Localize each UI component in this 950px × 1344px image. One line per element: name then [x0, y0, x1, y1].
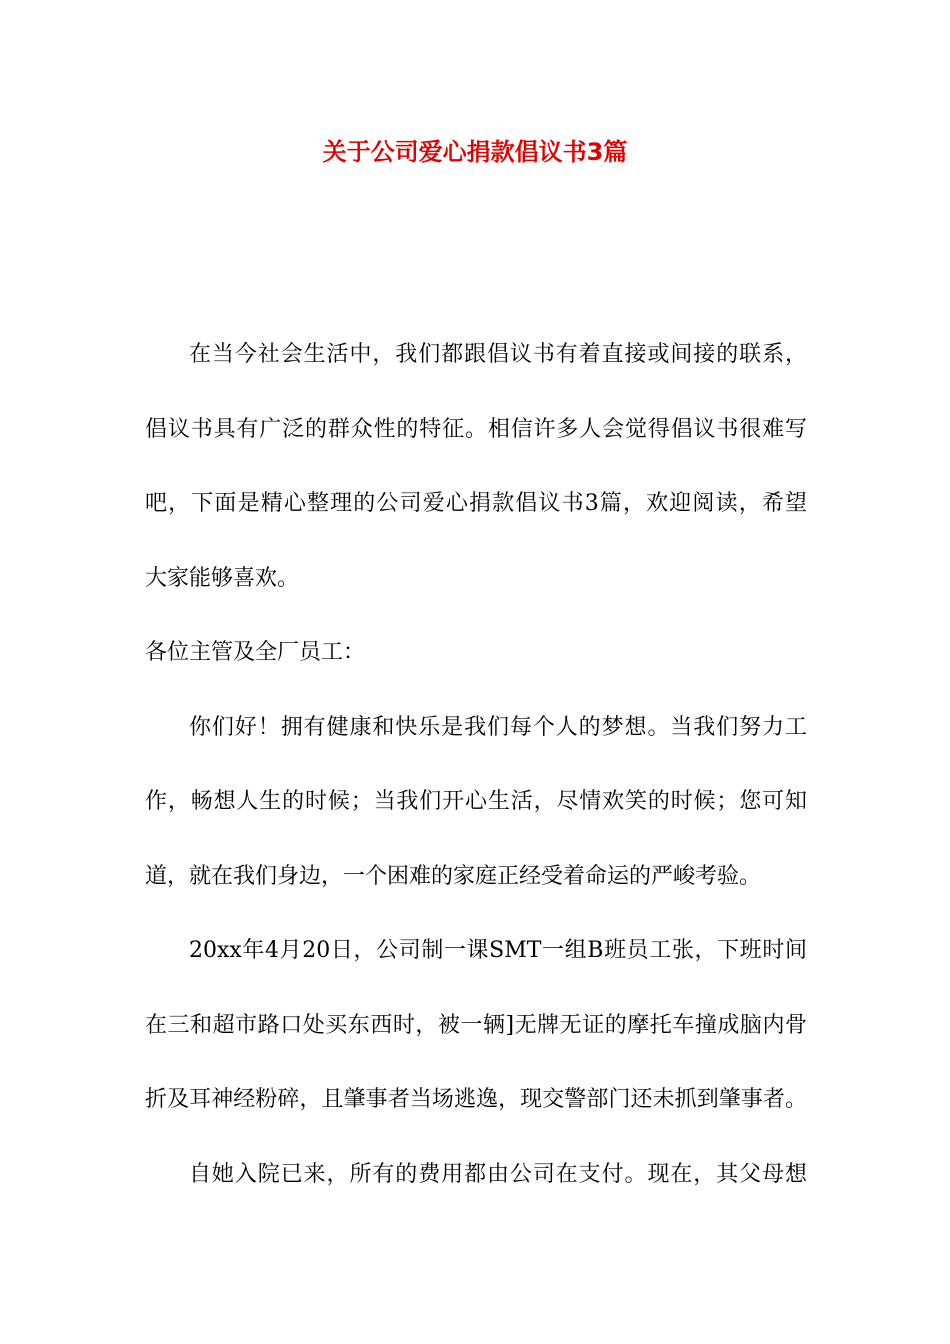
text-line: 自她入院已来，所有的费用都由公司在支付。现在，其父母想: [189, 1161, 807, 1187]
text-line: 你们好！拥有健康和快乐是我们每个人的梦想。当我们努力工: [189, 714, 807, 740]
text-line: 在当今社会生活中，我们都跟倡议书有着直接或间接的联系，: [189, 342, 807, 367]
paragraph-salutation: [145, 616, 807, 691]
text-line: 在三和超市路口处买东西时，被一辆]无牌无证的摩托车撞成脑内骨: [145, 1012, 807, 1038]
document-title: 关于公司爱心捐款倡议书3篇: [322, 138, 628, 166]
text-line: 作，畅想人生的时候；当我们开心生活，尽情欢笑的时候；您可知: [145, 789, 807, 814]
text-line: 道，就在我们身边，一个困难的家庭正经受着命运的严峻考验。: [145, 863, 762, 889]
text-line: 大家能够喜欢。: [145, 565, 300, 591]
text-line: 倡议书具有广泛的群众性的特征。相信许多人会觉得倡议书很难写: [145, 416, 807, 442]
paragraph-incident: [145, 914, 807, 1138]
text-line: 20xx年4月20日，公司制一课SMT一组B班员工张，下班时间: [189, 938, 807, 963]
text-line: 折及耳神经粉碎，且肇事者当场逃逸，现交警部门还未抓到肇事者。: [145, 1087, 807, 1112]
paragraph-intro: [145, 318, 807, 616]
text-line: 各位主管及全厂员工：: [145, 640, 366, 665]
document-body: [145, 318, 807, 1212]
paragraph-greeting: [145, 691, 807, 915]
paragraph-hospital: [145, 1138, 807, 1213]
text-line: 吧，下面是精心整理的公司爱心捐款倡议书3篇，欢迎阅读，希望: [145, 491, 807, 516]
